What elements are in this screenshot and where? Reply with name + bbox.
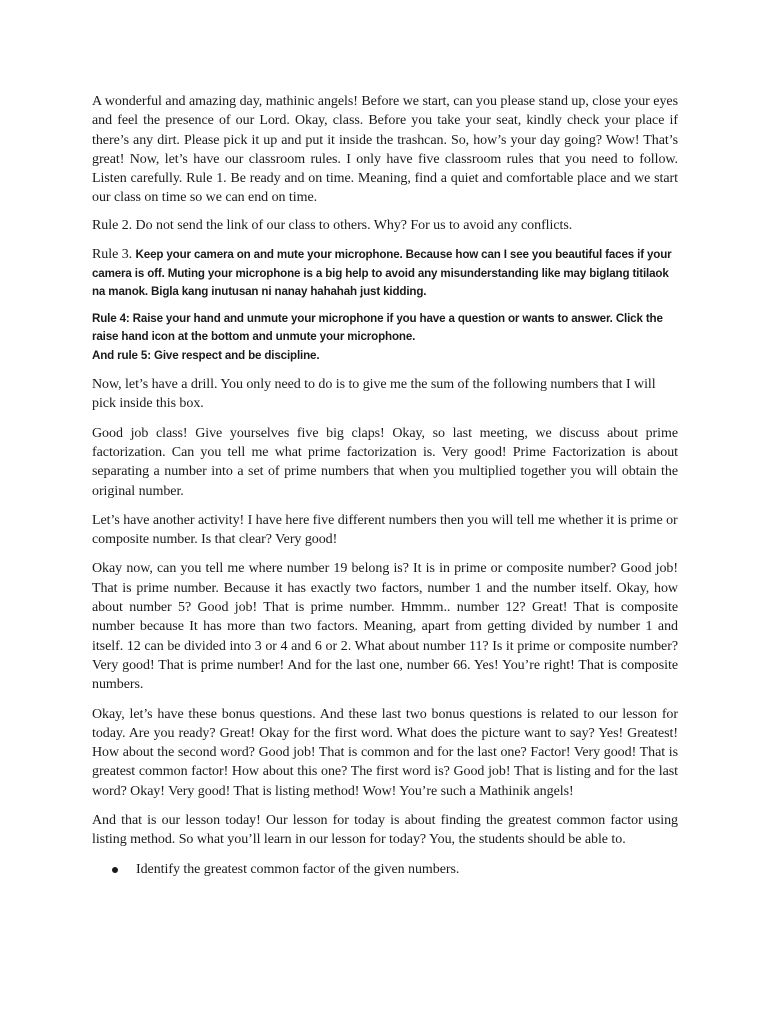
objectives-list — [92, 860, 678, 879]
paragraph-prime-factorization: Good job class! Give yourselves five big claps! Okay, so last meeting, we discuss about prime factorization. Can you tell me what prime factorization is. Very good! Prime Factorization is about separating a number into a set of prime numbers that when you multiplied together you will obtain the original number. — [92, 425, 678, 499]
bullet-dot-icon — [112, 867, 118, 873]
paragraph-activity: Let’s have another activity! I have here five different numbers then you will tell me whether it is prime or composite number. Is that clear? Very good! — [92, 512, 678, 548]
document-body — [92, 92, 678, 879]
paragraph-rules-4-5 — [92, 310, 678, 366]
paragraph-rule-3 — [92, 246, 678, 302]
rule-3-lead: Rule 3. — [92, 247, 136, 263]
list-item — [92, 860, 678, 879]
paragraph-bonus-questions: Okay, let’s have these bonus questions. And these last two bonus questions is related to our lesson for today. Are you ready? Great! Okay for the first word. What does the picture want to say? Yes! Greatest! How about the second word? Good job! That is common and for the last one? Factor! Very good! That is greatest common factor! How about this one? The first word is? Good job! That is listing and for the last word? Okay! Very good! That is listing method! Wow! You’re such a Mathinik angels! — [92, 706, 678, 799]
paragraph-drill: Now, let’s have a drill. You only need to do is to give me the sum of the following numbers that I will pick inside this box. — [92, 377, 656, 412]
paragraph-lesson-intro: And that is our lesson today! Our lesson for today is about finding the greatest common factor using listing method. So what you’ll learn in our lesson for today? You, the students should be able to. — [92, 813, 678, 848]
rule-5-text: And rule 5: Give respect and be discipline. — [92, 348, 320, 362]
rule-4-text: Rule 4: Raise your hand and unmute your microphone if you have a question or wants to answer. Click the raise hand icon at the bottom and unmute your microphone. — [92, 311, 663, 344]
paragraph-prime-composite: Okay now, can you tell me where number 19 belong is? It is in prime or composite number? Good job! That is prime number. Because it has exactly two factors, number 1 and the number itself. Okay, how about number 5? Good job! That is prime number. Hmmm.. number 12? Great! That is composite number because It has more than two factors. Meaning, apart from getting divided by number 1 and itself. 12 can be divided into 3 or 4 and 6 or 2. What about number 11? Is it prime or composite number? Very good! That is prime number! And for the last one, number 66. Yes! You’re right! That is composite numbers. — [92, 561, 678, 693]
rule-3-text: Keep your camera on and mute your microphone. Because how can I see you beautiful faces if your camera is off. Muting your microphone is a big help to avoid any misunderstanding like may biglang titilaok na manok. Bigla kang inutusan ni nanay hahahah just kidding. — [92, 248, 672, 299]
paragraph-opening: A wonderful and amazing day, mathinic angels! Before we start, can you please stand up, close your eyes and feel the presence of our Lord. Okay, class. Before you take your seat, kindly check your place if there’s any dirt. Please pick it up and put it inside the trashcan. So, how’s your day going? Wow! That’s great! Now, let’s have our classroom rules. I only have five classroom rules that you need to follow. Listen carefully. Rule 1. Be ready and on time. Meaning, find a quiet and comfortable place and we start our class on time so we can end on time. — [92, 94, 678, 206]
list-item-text: Identify the greatest common factor of the given numbers. — [136, 861, 460, 877]
paragraph-rule-2: Rule 2. Do not send the link of our class to others. Why? For us to avoid any conflicts. — [92, 217, 573, 233]
